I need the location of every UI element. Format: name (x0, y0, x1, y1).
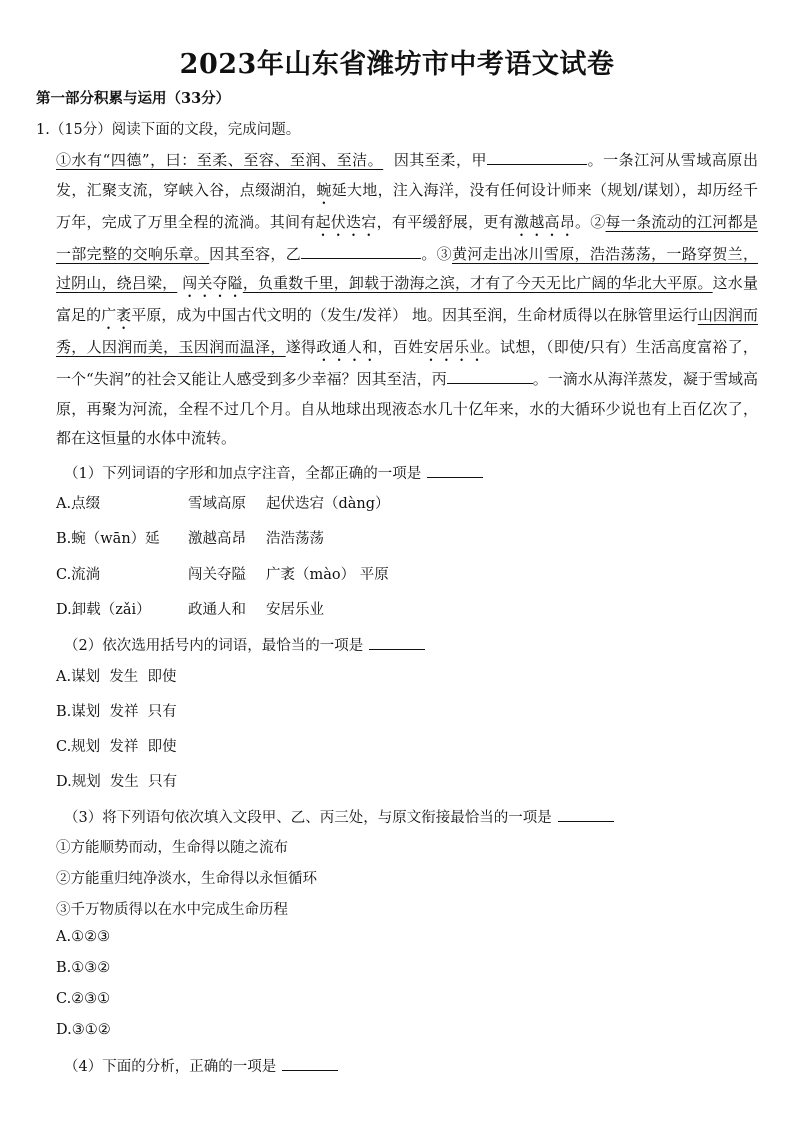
question-1-heading: 1.（15分）阅读下面的文段，完成问题。 (36, 122, 301, 138)
passage-text: 延大地，注入海洋，没有任何设计师来（规划/谋划），却历经千万年，完成了万里全程的流淌。其间有 (56, 180, 758, 231)
sub-question-1-stem (64, 462, 483, 483)
dotted-word-chuangguanduoai: 闯关夺隘 (182, 274, 243, 292)
option-1c-word[interactable]: C.流淌 (56, 567, 101, 583)
passage-text: 平原，成为中国古代文明的（发生/发祥） 地。因其至润，生命材质得以在脉管里运行 (131, 306, 698, 324)
answer-blank-1[interactable] (427, 465, 483, 478)
circled-number-1: ① (56, 151, 72, 169)
dotted-word-zhengtongrenhe: 政通人和 (316, 338, 378, 356)
option-3c[interactable]: C.②③① (56, 991, 111, 1007)
option-1d-word3: 安居乐业 (266, 602, 324, 618)
answer-blank-4[interactable] (282, 1058, 338, 1071)
passage-text: 因其至柔，甲 (393, 151, 488, 169)
passage-text: 。 (421, 244, 437, 263)
answer-blank-2[interactable] (369, 637, 425, 650)
stem-text: （4）下面的分析，正确的一项是 (64, 1059, 277, 1075)
sentence-4: 山因润而秀，人因润而美，玉因润而温泽， (56, 306, 758, 356)
dotted-word-anjuleye: 安居乐业 (423, 338, 485, 356)
dotted-word-wan: 蜿 (316, 180, 332, 199)
sentence-1-text: 水有“四德”，曰：至柔、至容、至润、至洁。 (71, 151, 384, 169)
stem-text: （3）将下列语句依次填入文段甲、乙、丙三处，与原文衔接最恰当的一项是 (64, 810, 552, 826)
page-title: 2023年山东省潍坊市中考语文试卷 (179, 49, 615, 80)
sentence-3a: 黄河走出冰川雪原，浩浩荡荡，一路穿贺兰，过阴山，绕吕梁， (56, 244, 758, 292)
sentence-item-2: ②方能重归纯净淡水，生命得以永恒循环 (56, 871, 317, 887)
option-1b-word3: 浩浩荡荡 (266, 531, 324, 547)
passage-text: 。一条江河从雪域高原出发，汇聚支流，穿峡入谷，点缀湖泊， (56, 151, 758, 199)
dotted-word-guangmao: 广袤 (101, 306, 132, 324)
answer-blank-3[interactable] (558, 809, 614, 822)
dotted-word-qifudiedang: 起伏迭宕 (315, 212, 377, 231)
option-1a-word[interactable]: A.点缀 (56, 496, 101, 512)
stem-text: （2）依次选用括号内的词语，最恰当的一项是 (64, 638, 364, 654)
option-1b-word2: 激越高昂 (188, 531, 246, 547)
option-1a-word2: 雪域高原 (188, 496, 246, 512)
sentence-3b: ，负重数千里，卸载于渤海之滨，才有了今天无比广阔的华北大平原。 (242, 274, 713, 292)
option-2c[interactable]: C.规划 发祥 即使 (56, 739, 177, 755)
option-1c-word3: 广袤（mào） 平原 (266, 567, 389, 583)
passage-text: 。试想，（即使/只有）生活高度富裕了，一个“失润”的社会又能让人感受到多少幸福？因其至洁，丙 (56, 338, 758, 388)
option-2b[interactable]: B.谋划 发祥 只有 (56, 704, 177, 720)
option-1d-word2: 政通人和 (188, 602, 246, 618)
sentence-2: 每一条流动的江河都是一部完整的交响乐章。 (56, 212, 758, 263)
dotted-word-jiyuegaoang: 激越高昂 (513, 212, 576, 231)
sentence-item-3: ③千万物质得以在水中完成生命历程 (56, 902, 288, 918)
option-3b[interactable]: B.①③② (56, 960, 111, 976)
reading-passage (56, 146, 758, 454)
passage-text: 。 (575, 212, 591, 231)
sub-question-2-stem (64, 634, 425, 655)
option-1a-word3: 起伏迭宕（dàng） (266, 496, 390, 512)
blank-yi (301, 243, 421, 259)
stem-text: （1）下列词语的字形和加点字注音，全都正确的一项是 (64, 466, 422, 482)
passage-text: 这水量富足的 (56, 274, 758, 324)
blank-bing (447, 368, 533, 384)
option-3d[interactable]: D.③①② (56, 1022, 111, 1038)
option-3a[interactable]: A.①②③ (56, 929, 111, 945)
sub-question-3-stem (64, 806, 614, 827)
circled-number-3: ③ (436, 244, 452, 263)
passage-text: 遂得 (285, 338, 317, 356)
passage-text: 。一滴水从海洋蒸发，凝于雪域高原，再聚为河流，全程不过几个月。自从地球出现液态水几十亿年来，水的大循环少说也有上百亿次了，都在这恒量的水体中流转。 (56, 370, 758, 447)
passage-paragraph (56, 146, 758, 454)
option-2d[interactable]: D.规划 发生 只有 (56, 774, 178, 790)
section-heading: 第一部分积累与运用（33分） (36, 90, 231, 107)
option-1b-word[interactable]: B.蜿（wān）延 (56, 531, 160, 547)
passage-text: ，有平缓舒展，更有 (376, 212, 514, 231)
blank-jia (487, 149, 587, 165)
passage-text: ，百姓 (377, 338, 424, 356)
option-1c-word2: 闯关夺隘 (188, 567, 246, 583)
option-1d-word[interactable]: D.卸载（zǎi） (56, 602, 151, 618)
sentence-1 (56, 151, 383, 169)
sub-question-4-stem (64, 1055, 338, 1076)
option-2a[interactable]: A.谋划 发生 即使 (56, 669, 177, 685)
sentence-item-1: ①方能顺势而动，生命得以随之流布 (56, 840, 288, 856)
passage-text: 因其至容，乙 (209, 244, 302, 263)
circled-number-2: ② (590, 212, 606, 231)
